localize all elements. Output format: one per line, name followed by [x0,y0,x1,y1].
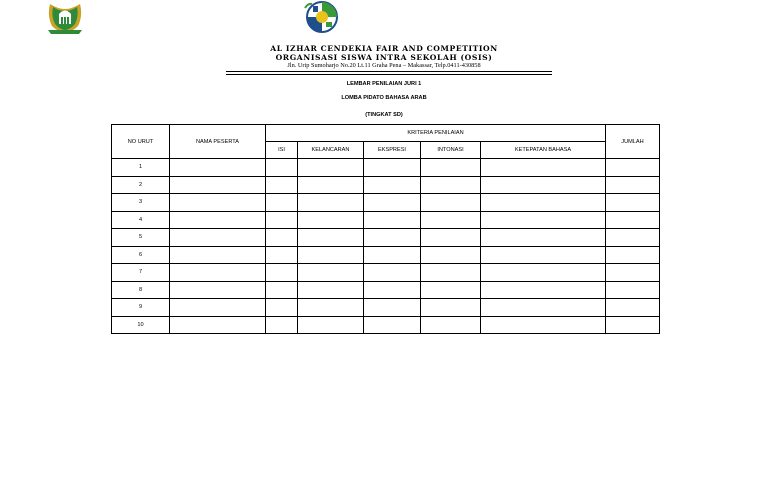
score-kelancaran-cell [298,246,364,264]
participant-name-cell [170,264,266,282]
school-emblem-logo [44,0,86,36]
score-isi-cell [266,264,298,282]
participant-name-cell [170,316,266,334]
score-isi-cell [266,194,298,212]
header-kriteria: KRITERIA PENILAIAN [266,125,606,142]
total-cell [606,281,660,299]
total-cell [606,194,660,212]
score-intonasi-cell [421,229,481,247]
score-ketepatan-bahasa-cell [481,316,606,334]
header-kelancaran: KELANCARAN [298,142,364,159]
score-ekspresi-cell [364,264,421,282]
score-isi-cell [266,229,298,247]
score-kelancaran-cell [298,316,364,334]
row-number: 6 [112,246,170,264]
participant-name-cell [170,299,266,317]
participant-name-cell [170,194,266,212]
participant-name-cell [170,159,266,177]
score-ketepatan-bahasa-cell [481,159,606,177]
score-intonasi-cell [421,316,481,334]
score-ekspresi-cell [364,176,421,194]
score-isi-cell [266,281,298,299]
score-kelancaran-cell [298,176,364,194]
score-kelancaran-cell [298,229,364,247]
row-number: 4 [112,211,170,229]
table-row [112,246,660,264]
header-intonasi: INTONASI [421,142,481,159]
score-ketepatan-bahasa-cell [481,246,606,264]
score-ketepatan-bahasa-cell [481,229,606,247]
score-intonasi-cell [421,264,481,282]
score-kelancaran-cell [298,281,364,299]
score-intonasi-cell [421,176,481,194]
score-isi-cell [266,211,298,229]
score-ekspresi-cell [364,281,421,299]
table-row [112,299,660,317]
total-cell [606,246,660,264]
participant-name-cell [170,211,266,229]
score-ekspresi-cell [364,229,421,247]
score-intonasi-cell [421,211,481,229]
organization-subtitle: ORGANISASI SISWA INTRA SEKOLAH (OSIS) [275,53,493,62]
score-isi-cell [266,299,298,317]
osis-logo [303,0,341,34]
score-intonasi-cell [421,194,481,212]
row-number: 3 [112,194,170,212]
score-ketepatan-bahasa-cell [481,299,606,317]
score-table [111,124,660,334]
table-row [112,316,660,334]
header-ketepatan-bahasa: KETEPATAN BAHASA [481,142,606,159]
score-kelancaran-cell [298,299,364,317]
total-cell [606,229,660,247]
score-isi-cell [266,159,298,177]
score-isi-cell [266,316,298,334]
table-row [112,194,660,212]
score-kelancaran-cell [298,264,364,282]
total-cell [606,316,660,334]
event-title: LOMBA PIDATO BAHASA ARAB [341,95,427,101]
row-number: 5 [112,229,170,247]
row-number: 9 [112,299,170,317]
score-ketepatan-bahasa-cell [481,264,606,282]
participant-name-cell [170,176,266,194]
score-intonasi-cell [421,299,481,317]
score-kelancaran-cell [298,211,364,229]
total-cell [606,176,660,194]
score-ketepatan-bahasa-cell [481,281,606,299]
score-ekspresi-cell [364,246,421,264]
table-row [112,229,660,247]
score-kelancaran-cell [298,194,364,212]
participant-name-cell [170,281,266,299]
score-intonasi-cell [421,159,481,177]
score-ketepatan-bahasa-cell [481,176,606,194]
score-intonasi-cell [421,281,481,299]
header-divider-thick [226,71,552,72]
table-row [112,211,660,229]
header-jumlah: JUMLAH [606,125,660,159]
score-isi-cell [266,176,298,194]
header-no-urut: NO URUT [112,125,170,159]
score-ekspresi-cell [364,299,421,317]
table-row [112,159,660,177]
total-cell [606,264,660,282]
score-ekspresi-cell [364,159,421,177]
table-row [112,176,660,194]
total-cell [606,159,660,177]
table-row [112,281,660,299]
participant-name-cell [170,229,266,247]
header-divider-thin [226,74,552,75]
score-ekspresi-cell [364,211,421,229]
row-number: 1 [112,159,170,177]
score-ketepatan-bahasa-cell [481,194,606,212]
row-number: 10 [112,316,170,334]
header-nama-peserta: NAMA PESERTA [170,125,266,159]
score-ekspresi-cell [364,316,421,334]
organization-address: Jln. Urip Sumoharjo No.20 Lt.11 Graha Pena – Makassar, Telp.0411-430858 [287,62,481,69]
participant-name-cell [170,246,266,264]
row-number: 7 [112,264,170,282]
table-row [112,264,660,282]
row-number: 2 [112,176,170,194]
header-isi: ISI [266,142,298,159]
level-title: (TINGKAT SD) [365,112,403,118]
total-cell [606,211,660,229]
score-isi-cell [266,246,298,264]
organization-name: AL IZHAR CENDEKIA FAIR AND COMPETITION [270,44,498,53]
total-cell [606,299,660,317]
score-intonasi-cell [421,246,481,264]
score-ekspresi-cell [364,194,421,212]
score-ketepatan-bahasa-cell [481,211,606,229]
sheet-title: LEMBAR PENILAIAN JURI 1 [346,81,422,87]
header-ekspresi: EKSPRESI [364,142,421,159]
score-kelancaran-cell [298,159,364,177]
row-number: 8 [112,281,170,299]
